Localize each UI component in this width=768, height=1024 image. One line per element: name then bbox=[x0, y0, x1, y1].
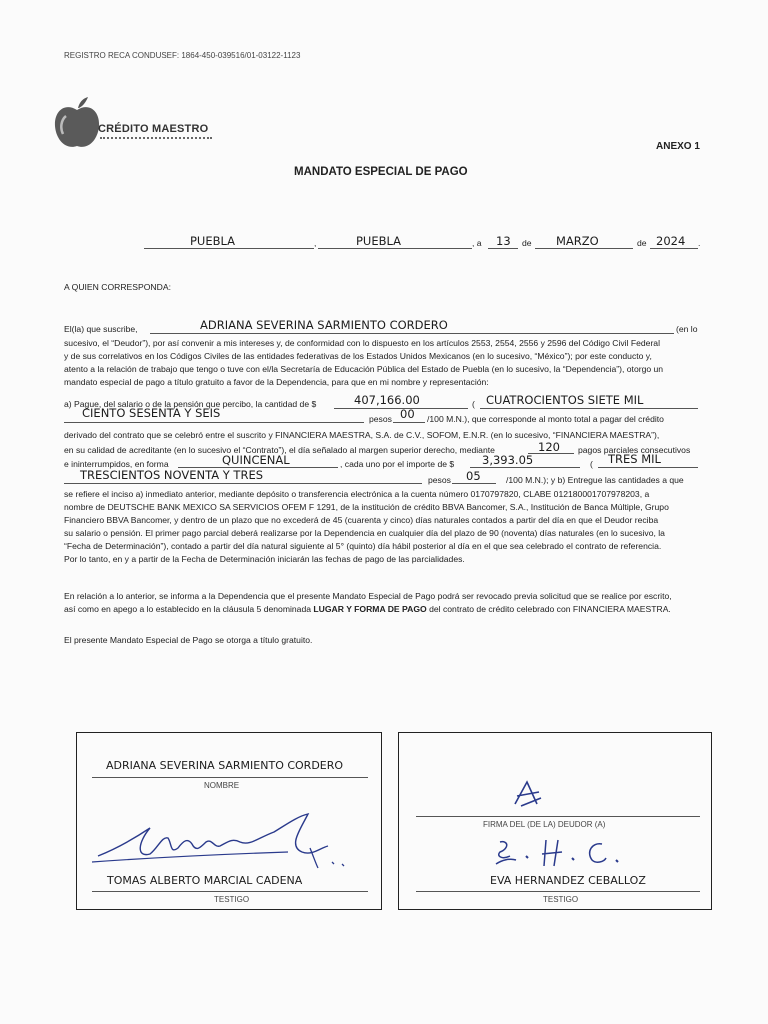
payment-words-2: TRESCIENTOS NOVENTA Y TRES bbox=[80, 468, 264, 482]
revocation-paragraph: En relación a lo anterior, se informa a la Dependencia que el presente Mandato Especial de Pago podrá ser revocado previa solicitud que se realice por escrito, así como en apego a lo establecido en la cláusula 5 denominada LUGAR Y FORMA DE PAGO del contrato de crédito celebrado con FINANCIERA MAESTRA. bbox=[64, 591, 672, 614]
debtor-name-field: ADRIANA SEVERINA SARMIENTO CORDERO bbox=[200, 318, 448, 332]
date-a: , a bbox=[472, 238, 482, 248]
year-field: 2024 bbox=[656, 234, 686, 248]
state-field: PUEBLA bbox=[356, 234, 402, 248]
clause-a-line1: a) Pague, del salario o de la pensión que percibo, la cantidad de $ bbox=[64, 399, 317, 409]
clause-b: se refiere el inciso a) inmediato anterior, mediante depósito o transferencia electrónica a la cuenta número 0170797820, CLABE 012180001707978203, a nombre de DEUTSCHE BANK MEXICO SA SERVICIOS OFEM F 1291, de la institución de crédito BBVA Bancomer, S.A., Institución de Banca Múltiple, Grupo Financiero BBVA Bancomer, y dentro de un plazo que no excederá de 45 (cuarenta y cinco) días naturales contados a partir del día en que el Deudor reciba su salario o pensión. El primer pago parcial deberá realizarse por la Dependencia en cualquier día del plazo de 90 (noventa) días naturales (en lo sucesivo, la “Fecha de Determinación”), contado a partir del día natural siguiente al 5° (quinto) día hábil posterior al día en el que sea celebrado el contrato de referencia. Por lo tanto, en y a partir de la Fecha de Determinación iniciarán las fechas de pago de las parcialidades. bbox=[64, 489, 669, 564]
payment-cents-field: 05 bbox=[466, 469, 481, 483]
witness1-name: TOMAS ALBERTO MARCIAL CADENA bbox=[107, 874, 303, 887]
amount-words-2: CIENTO SESENTA Y SEIS bbox=[82, 406, 221, 420]
date-end: . bbox=[698, 238, 701, 248]
day-field: 13 bbox=[496, 234, 511, 248]
payment-words-1: TRES MIL bbox=[608, 452, 661, 466]
witness1-label: TESTIGO bbox=[214, 895, 250, 904]
month-field: MARZO bbox=[556, 234, 599, 248]
intro-end: (en lo bbox=[676, 324, 698, 334]
debtor-signature-label: FIRMA DEL (DE LA) DEUDOR (A) bbox=[483, 820, 606, 829]
document-title: MANDATO ESPECIAL DE PAGO bbox=[294, 166, 468, 178]
addressee: A QUIEN CORRESPONDA: bbox=[64, 282, 171, 292]
amount-words-1: CUATROCIENTOS SIETE MIL bbox=[486, 393, 644, 407]
reca-registry: REGISTRO RECA CONDUSEF: 1864-450-039516/01-03122-1123 bbox=[64, 51, 301, 60]
apple-icon bbox=[52, 96, 102, 151]
cents-field: 00 bbox=[400, 407, 415, 421]
date-de-2: de bbox=[637, 238, 647, 248]
date-de-1: de bbox=[522, 238, 532, 248]
clause-a-line3: derivado del contrato que se celebró entre el suscrito y FINANCIERA MAESTRA, S.A. de C.V., SOFOM, E.N.R. (en lo sucesivo, “FINANCIERA MAESTRA”), bbox=[64, 430, 660, 440]
witness2-signature bbox=[488, 834, 648, 874]
frequency-field: QUINCENAL bbox=[222, 453, 290, 467]
num-payments-field: 120 bbox=[538, 440, 560, 454]
city-field: PUEBLA bbox=[190, 234, 236, 248]
annex-label: ANEXO 1 bbox=[656, 141, 700, 152]
brand-name: CRÉDITO MAESTRO bbox=[98, 123, 209, 135]
witness2-label: TESTIGO bbox=[543, 895, 579, 904]
clause-1: sucesivo, el “Deudor”), por así convenir a mis intereses y, de conformidad con lo dispuesto en los artículos 2553, 2554, 2556 y 2596 del Código Civil Federal y de sus correlativos en los Códigos Civiles de las entidades federativas de los Estados Unidos Mexicanos (en lo sucesivo, “México”); por este conducto y, atento a la relación de trabajo que tengo o tuve con el/la Secretaría de Educación Pública del Estado de Puebla (en lo sucesivo, la “Dependencia”), otorgo un mandato especial de pago a título gratuito a favor de la Dependencia, para que en mi nombre y representación: bbox=[64, 338, 664, 387]
payment-amount-field: 3,393.05 bbox=[482, 453, 534, 467]
intro-label: El(la) que suscribe, bbox=[64, 324, 138, 334]
gratuity-paragraph: El presente Mandato Especial de Pago se otorga a título gratuito. bbox=[64, 635, 313, 645]
signer-name: ADRIANA SEVERINA SARMIENTO CORDERO bbox=[106, 759, 344, 772]
debtor-signature-mark bbox=[507, 778, 547, 812]
brand-dots bbox=[100, 137, 212, 139]
witness2-name: EVA HERNANDEZ CEBALLOZ bbox=[490, 874, 646, 887]
credito-maestro-logo bbox=[52, 96, 232, 156]
name-label: NOMBRE bbox=[204, 781, 240, 790]
total-amount-field: 407,166.00 bbox=[354, 393, 420, 407]
